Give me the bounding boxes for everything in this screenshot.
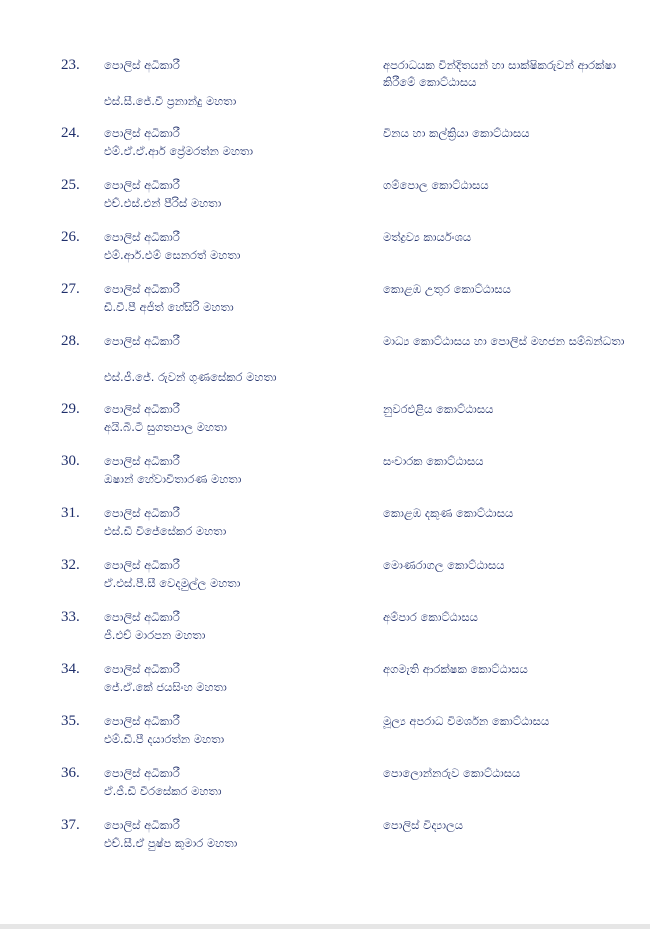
entry-division: මූල්‍ය අපරාධ විමර්ශන කොට්ඨාසය — [383, 714, 550, 728]
entry-division: අපරාධයක වින්දිතයන් හා සාක්ෂිකරුවන් ආරක්ෂා කිරීමේ කොට්ඨාසය — [383, 58, 617, 89]
entry-rank: පොලිස් අධිකාරී — [104, 230, 180, 244]
appointment-entry-29 — [0, 400, 650, 452]
entry-number: 37. — [61, 817, 80, 833]
entry-number: 33. — [61, 609, 80, 625]
entry-division: අගමැති ආරක්ෂක කොට්ඨාසය — [383, 662, 528, 676]
entry-rank: පොලිස් අධිකාරී — [104, 58, 180, 72]
entry-number: 24. — [61, 125, 80, 141]
entry-number: 23. — [61, 57, 80, 73]
entry-number: 25. — [61, 177, 80, 193]
entry-number: 30. — [61, 453, 80, 469]
appointment-entry-26 — [0, 228, 650, 280]
appointment-entry-35 — [0, 712, 650, 764]
entry-division: මොණරාගල කොට්ඨාසය — [383, 558, 505, 572]
appointment-entry-33 — [0, 608, 650, 660]
entry-rank: පොලිස් අධිකාරී — [104, 402, 180, 416]
entry-rank: පොලිස් අධිකාරී — [104, 766, 180, 780]
appointment-entry-25 — [0, 176, 650, 228]
entry-rank: පොලිස් අධිකාරී — [104, 282, 180, 296]
entry-rank: පොලිස් අධිකාරී — [104, 126, 180, 140]
entry-number: 26. — [61, 229, 80, 245]
appointment-list — [0, 56, 650, 868]
entry-division: ගම්පොල කොට්ඨාසය — [383, 178, 489, 192]
entry-division: පොලොන්නරුව කොට්ඨාසය — [383, 766, 521, 780]
page-bottom-edge — [0, 924, 650, 929]
entry-officer-name: අයි.බී.ටී සුගතපාල මහතා — [104, 420, 228, 434]
appointment-entry-30 — [0, 452, 650, 504]
entry-number: 32. — [61, 557, 80, 573]
appointment-entry-36 — [0, 764, 650, 816]
entry-officer-name: ඔෂාන් හේවාවිතාරණ මහතා — [104, 472, 242, 486]
entry-rank: පොලිස් අධිකාරී — [104, 610, 180, 624]
entry-number: 34. — [61, 661, 80, 677]
entry-division: පොලිස් විද්‍යාලය — [383, 818, 464, 832]
entry-rank: පොලිස් අධිකාරී — [104, 334, 180, 348]
appointment-entry-24 — [0, 124, 650, 176]
entry-division: මත්ද්‍රව්‍ය කාර්යංශය — [383, 230, 472, 244]
entry-officer-name: එස්.සී.ජේ.වී ප්‍රනාන්දු මහතා — [104, 94, 237, 108]
entry-division: විනය හා කල්ක්‍රියා කොට්ඨාසය — [383, 126, 530, 140]
appointment-entry-37 — [0, 816, 650, 868]
appointment-entry-27 — [0, 280, 650, 332]
entry-division: මාධ්‍ය කොට්ඨාසය හා පොලිස් මහජන සම්බන්ධතා — [383, 334, 625, 348]
entry-officer-name: එස්.ඩී විජේසේකර මහතා — [104, 524, 227, 538]
entry-rank: පොලිස් අධිකාරී — [104, 818, 180, 832]
appointment-entry-28 — [0, 332, 650, 400]
entry-number: 35. — [61, 713, 80, 729]
entry-officer-name: ඒ.එස්.පී.සී වෙදමුල්ල මහතා — [104, 576, 241, 590]
entry-rank: පොලිස් අධිකාරී — [104, 662, 180, 676]
entry-division: කොළඹ දකුණ කොට්ඨාසය — [383, 506, 514, 520]
entry-officer-name: එච්.සී.ඒ පුෂ්ප කුමාර මහතා — [104, 836, 238, 850]
entry-number: 29. — [61, 401, 80, 417]
appointment-entry-31 — [0, 504, 650, 556]
entry-rank: පොලිස් අධිකාරී — [104, 558, 180, 572]
entry-officer-name: ජී.එච් මාරපන මහතා — [104, 628, 206, 642]
entry-number: 36. — [61, 765, 80, 781]
entry-rank: පොලිස් අධිකාරී — [104, 506, 180, 520]
entry-division: නුවරඑළිය කොට්ඨාසය — [383, 402, 494, 416]
entry-number: 27. — [61, 281, 80, 297]
entry-officer-name: එම්.ඒ.ඒ.ආර් ප්‍රේමරත්න මහතා — [104, 144, 253, 158]
entry-number: 28. — [61, 333, 80, 349]
entry-division: අම්පාර කොට්ඨාසය — [383, 610, 478, 624]
entry-officer-name: ඒ.ජී.ඩී වීරසේකර මහතා — [104, 784, 222, 798]
entry-officer-name: එම්.ඩී.පී දයාරත්න මහතා — [104, 732, 225, 746]
entry-rank: පොලිස් අධිකාරී — [104, 178, 180, 192]
entry-officer-name: එම්.ආර්.එම් සෙනරත් මහතා — [104, 248, 241, 262]
entry-officer-name: එච්.එස්.එන් පීරිස් මහතා — [104, 196, 222, 210]
entry-number: 31. — [61, 505, 80, 521]
appointment-entry-23 — [0, 56, 650, 124]
entry-officer-name: ජේ.ඒ.කේ ජයසිංහ මහතා — [104, 680, 227, 694]
entry-division: කොළඹ උතුර කොට්ඨාසය — [383, 282, 511, 296]
entry-rank: පොලිස් අධිකාරී — [104, 454, 180, 468]
entry-officer-name: එස්.ජී.ජේ. රුවන් ගුණසේකර මහතා — [104, 370, 277, 384]
appointment-entry-32 — [0, 556, 650, 608]
entry-officer-name: ඩී.වී.පී අජිත් හේසිරි මහතා — [104, 300, 234, 314]
appointment-entry-34 — [0, 660, 650, 712]
entry-rank: පොලිස් අධිකාරී — [104, 714, 180, 728]
entry-division: සංචාරක කොට්ඨාසය — [383, 454, 484, 468]
